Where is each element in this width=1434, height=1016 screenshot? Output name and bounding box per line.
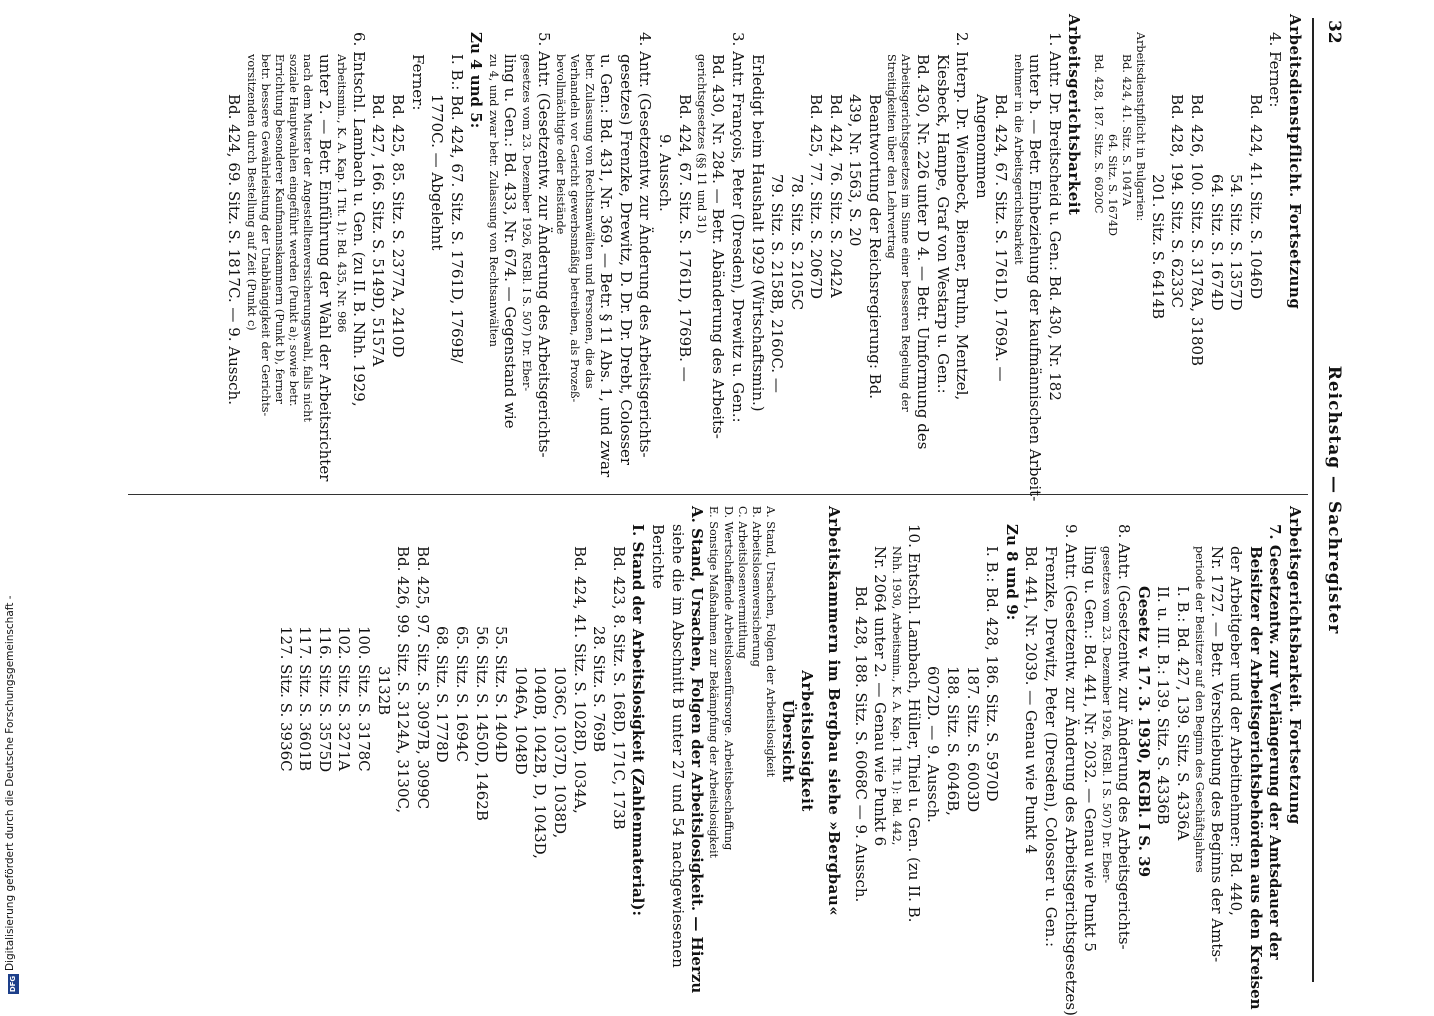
- index-entry-line: Bd. 426, 100. Sitz. S. 3178A, 3180B: [1188, 94, 1207, 367]
- index-entry-line: D. Wertschaffende Arbeitslosenfürsorge. Arbeitsbeschaffung: [721, 506, 735, 851]
- index-entry-line: Streitigkeiten über den Lehrvertrag: [885, 54, 899, 259]
- index-entry-line: 9. Aussch.: [655, 134, 674, 212]
- index-entry-line: 188. Sitz. S. 6046B,: [944, 666, 963, 816]
- index-entry-line: Errichtung besonderer Kaufmannskammern (Punkt b), ferner: [273, 54, 286, 404]
- footer: [4, 595, 24, 994]
- index-entry-line: Bd. 424, 41. Sitz. S. 1046D: [1246, 94, 1265, 299]
- index-entry-line: ling u. Gen.: Bd. 433, Nr. 674. — Gegenstand wie: [501, 54, 520, 429]
- section-heading: Arbeitsdienstpflicht. Fortsetzung: [1286, 14, 1304, 310]
- page-number: 32: [1324, 20, 1344, 44]
- rotated-page: [62, 0, 1352, 1016]
- index-entry-line: ling u. Gen.: Bd. 441, Nr. 2032. — Genau wie Punkt 5: [1081, 546, 1100, 952]
- index-entry-line: 28. Sitz. S. 769B: [590, 626, 609, 753]
- index-entry-line: periode der Beisitzer auf den Beginn des Geschäftsjahres: [1193, 546, 1207, 873]
- index-entry-line: bevollmächtigte oder Beistände: [554, 54, 568, 235]
- section-heading: Arbeitsgerichtsbarkeit. Fortsetzung: [1286, 506, 1304, 825]
- index-entry-line: Kiesbeck, Hampe, Graf von Westarp u. Gen.:: [933, 54, 952, 394]
- index-entry-line: Bd. 424, 76. Sitz. S. 2042A: [826, 94, 845, 298]
- index-entry-line: Zu 4 und 5:: [467, 32, 486, 129]
- index-entry-line: Zu 8 und 9:: [1002, 524, 1021, 621]
- index-entry-line: Frenzke, Drewitz, Peter (Dresden), Colosser u. Gen.:: [1042, 546, 1061, 948]
- index-entry-line: 127. Sitz. S. 3936C: [276, 626, 295, 772]
- index-entry-line: soziale Hauptwahlen eingeführt werden (Punkt a); sowie betr.: [287, 54, 301, 407]
- index-entry-line: [843, 506, 850, 976]
- index-entry-line: Nr. 2064 unter 2. — Genau wie Punkt 6: [871, 546, 890, 847]
- section-heading: Arbeitslosigkeit: [798, 670, 817, 812]
- index-entry-line: 4. Antr. (Gesetzentw. zur Änderung des Arbeitsgerichts-: [636, 32, 655, 458]
- index-entry-line: 100. Sitz. S. 3178C: [355, 626, 374, 772]
- index-entry-line: Arbeitsdienstpflicht in Bulgarien:: [1134, 32, 1148, 222]
- index-entry-line: siehe die im Abschnitt B unter 27 und 54 nachgewiesenen: [668, 524, 687, 968]
- index-entry-line: Bd. 425, 97. Sitz. S. 3097B, 3099C: [413, 546, 432, 810]
- section-heading: Arbeitsgerichtsbarkeit: [1065, 14, 1084, 216]
- index-entry-line: A. Stand, Ursachen, Folgen der Arbeitslosigkeit: [764, 506, 778, 778]
- index-entry-line: 4. Ferner:: [1266, 32, 1285, 108]
- index-entry-line: Erledigt beim Haushalt 1929 (Wirtschaftsmin.): [748, 54, 767, 412]
- index-entry-line: Arbeitsgerichtsgesetzes im Sinne einer besseren Regelung der: [899, 54, 913, 412]
- index-entry-line: Beantwortung der Reichsregierung: Bd.: [866, 94, 885, 400]
- index-entry-line: nach dem Muster der Angestelltenversicherungswahl, falls nicht: [301, 54, 315, 422]
- footer-text: Digitalisierung gefördert durch die Deutsche Forschungsgemeinschaft -: [4, 595, 16, 971]
- index-entry-line: betr. bessere Gewährleistung der Unabhängigkeit der Gerichts-: [258, 54, 272, 417]
- index-entry-line: vorsitzenden durch Bestellung auf Zeit (Punkt c): [244, 54, 258, 331]
- index-entry-line: unter b. — Betr. Einbeziehung der kaufmännischen Arbeit-: [1026, 54, 1045, 502]
- index-entry-line: I. B.: Bd. 427, 139. Sitz. S. 4336A: [1173, 586, 1192, 841]
- index-entry-line: 68. Sitz. S. 1778D: [433, 626, 452, 763]
- index-entry-line: Berichte: [648, 524, 667, 589]
- index-entry-line: 1. Antr. Dr. Breitscheid u. Gen.: Bd. 430, Nr. 182: [1045, 32, 1064, 401]
- index-entry-line: Bd. 424, 41. Sitz. S. 1047A: [1120, 54, 1134, 206]
- index-entry-line: gesetzes vom 23. Dezember 1926, RGBl. I S. 507) Dr. Eber-: [520, 54, 534, 392]
- index-entry-line: Nhh. 1930, Arbeitsmin., K. A. Kap. 1 Tit. 1): Bd. 442,: [890, 546, 904, 846]
- index-entry-line: 1040B, 1042B, D, 1043D,: [531, 666, 550, 859]
- index-entry-line: 10. Entschl. Lambach, Hüller, Thiel u. Gen. (zu II. B.: [904, 524, 923, 923]
- index-entry-line: Bd. 424, 41. Sitz. S. 1028D, 1034A,: [570, 546, 589, 814]
- index-entry-line: Übersicht: [778, 699, 797, 783]
- index-entry-line: 5. Antr. (Gesetzentw. zur Änderung des Arbeitsgerichts-: [534, 32, 553, 458]
- index-entry-line: Bd. 424, 69. Sitz. S. 1817C. — 9. Aussch.: [225, 94, 244, 405]
- header-rule: [1312, 18, 1314, 982]
- index-entry-line: 102. Sitz. S. 3271A: [335, 626, 354, 771]
- index-entry-line: Bd. 441, Nr. 2039. — Genau wie Punkt 4: [1022, 546, 1041, 855]
- column-divider: [128, 494, 1308, 495]
- right-column: [275, 506, 1304, 1016]
- index-entry-line: I. B.: Bd. 428, 186. Sitz. S. 5970D: [983, 546, 1002, 802]
- index-entry-line: 3. Antr. François, Peter (Dresden), Drewitz u. Gen.:: [728, 32, 747, 423]
- index-entry-line: Bd. 428, 187. Sitz. S. 6020C: [1091, 54, 1105, 214]
- index-entry-line: 79. Sitz. S. 2158B, 2160C. —: [768, 174, 787, 393]
- left-column: [224, 14, 1304, 502]
- index-entry-line: 7. Gesetzentw. zur Verlängerung der Amtsdauer der: [1266, 524, 1285, 960]
- index-entry-line: C. Arbeitslosenvermittlung: [735, 506, 749, 659]
- index-entry-line: Bd. 430, Nr. 284. — Betr. Abänderung des Arbeits-: [709, 54, 728, 439]
- index-entry-line: Bd. 425, 77. Sitz. S. 2067D: [807, 94, 826, 299]
- index-entry-line: Bd. 428, 188. Sitz. S. 6068C — 9. Aussch.: [851, 586, 870, 903]
- index-entry-line: 64. Sitz. S. 1674D: [1207, 174, 1226, 311]
- index-entry-line: 439, Nr. 1563, S. 20: [846, 94, 865, 247]
- index-entry-line: [816, 506, 823, 976]
- running-head: Reichstag — Sachregister: [1324, 365, 1344, 635]
- index-entry-line: II. u. III. B.: 139. Sitz. S. 4336B: [1154, 586, 1173, 825]
- index-entry-line: 1770C. — Abgelehnt: [428, 94, 447, 251]
- index-entry-line: 2. Interp. Dr. Wienbeck, Biener, Bruhn, Mentzel,: [953, 32, 972, 401]
- index-entry-line: Bd. 424, 67. Sitz. S. 1761D, 1769B. —: [675, 94, 694, 382]
- index-entry-line: 65. Sitz. S. 1694C: [453, 626, 471, 763]
- index-entry-line: gerichtsgesetzes (§§ 11 und 31): [694, 54, 708, 234]
- index-entry-line: 1046A, 1048D: [511, 666, 530, 775]
- index-entry-line: Gesetz v. 17. 3. 1930, RGBl. I S. 39: [1134, 586, 1153, 878]
- index-entry-line: Bd. 424, 67. Sitz. S. 1761D, 1769A. —: [992, 94, 1011, 382]
- index-entry-line: Bd. 430, Nr. 226 unter D 4. — Betr. Umformung des: [914, 54, 933, 450]
- index-entry-line: Nr. 1727. — Betr. Verschiebung des Beginns der Amts-: [1207, 546, 1226, 963]
- index-entry-line: gesetzes vom 23. Dezember 1926, RGBl. I S. 507) Dr. Eber-: [1100, 546, 1114, 884]
- index-entry-line: 78. Sitz. S. 2105C: [787, 174, 806, 311]
- index-entry-line: 64. Sitz. S. 1674D: [1105, 134, 1119, 236]
- index-entry-line: 6. Entschl. Lambach u. Gen. (zu II. B. Nhh. 1929,: [349, 32, 368, 407]
- index-entry-line: 6072D. — 9. Aussch.: [924, 666, 943, 823]
- page-header: [1316, 20, 1346, 980]
- index-entry-line: Arbeitsmin., K. A. Kap. 1 Tit. 1): Bd. 435, Nr. 986: [335, 54, 349, 333]
- index-entry-line: nehmer in die Arbeitsgerichtsbarkeit: [1011, 54, 1025, 265]
- index-entry-line: zu 4, und zwar betr. Zulassung von Rechtsanwälten: [486, 54, 500, 347]
- index-entry-line: Ferner:: [408, 54, 427, 111]
- index-entry-line: Bd. 423, 8. Sitz. S. 168D, 171C, 173B: [609, 546, 628, 830]
- index-entry-line: gesetzes) Frenzke, Drewitz, D. Dr. Dr. Drebt, Colosser: [616, 54, 635, 466]
- index-entry-line: B. Arbeitslosenversicherung: [749, 506, 763, 667]
- index-entry-line: Verhandeln vor Gericht gewerbsmäßig betreiben, als Prozeß-: [568, 54, 582, 403]
- index-entry-line: u. Gen.: Bd. 431, Nr. 369. — Betr. § 11 Abs. 1, und zwar: [597, 54, 616, 478]
- index-entry-line: 201. Sitz. S. 6414B: [1148, 174, 1167, 320]
- index-entry-line: Angenommen: [972, 94, 991, 199]
- section-heading: Arbeitskammern im Bergbau siehe »Bergbau«: [824, 506, 843, 917]
- index-entry-line: 3132B: [374, 666, 393, 716]
- index-entry-line: Bd. 427, 166. Sitz. S. 5149D, 5157A: [369, 94, 388, 367]
- index-entry-line: E. Sonstige Maßnahmen zur Bekämpfung der Arbeitslosigkeit: [707, 506, 721, 859]
- index-entry-line: 55. Sitz. S. 1404D: [492, 626, 511, 763]
- index-entry-line: I. B.: Bd. 424, 67. Sitz. S. 1761D, 1769B/: [447, 54, 466, 364]
- index-entry-line: Bd. 425, 85. Sitz. S. 2377A, 2410D: [388, 94, 407, 358]
- index-entry-line: Bd. 426, 99. Sitz. S. 3124A, 3130C,: [394, 546, 413, 814]
- index-entry-line: 56. Sitz. S. 1450D, 1462B: [472, 626, 491, 821]
- index-entry-line: Beisitzer der Arbeitsgerichtsbehörden aus den Kreisen: [1246, 546, 1265, 1010]
- index-entry-line: A. Stand, Ursachen, Folgen der Arbeitslosigkeit. — Hierzu: [688, 506, 707, 994]
- index-entry-line: 8. Antr. (Gesetzentw. zur Änderung des Arbeitsgerichts-: [1115, 524, 1134, 950]
- footer-text-row: [4, 595, 19, 994]
- index-entry-line: der Arbeitgeber und der Arbeitnehmer: Bd. 440,: [1227, 546, 1246, 916]
- index-entry-line: betr. Zulassung von Rechtsanwälten und Personen, die das: [582, 54, 596, 389]
- index-entry-line: 187. Sitz. S. 6003D: [963, 666, 982, 813]
- dfg-logo-icon: DFG: [9, 975, 17, 993]
- index-entry-line: 1036C, 1037D, 1038D,: [550, 666, 569, 839]
- index-entry-line: [1083, 14, 1090, 484]
- index-entry-line: Bd. 428, 194. Sitz. S. 6233C: [1168, 94, 1187, 308]
- index-entry-line: 54. Sitz. S. 1357D: [1227, 174, 1246, 311]
- index-entry-line: 116. Sitz. S. 3575D: [315, 626, 334, 773]
- index-entry-line: 117. Sitz. S. 3601B: [296, 626, 315, 772]
- index-entry-line: I. Stand der Arbeitslosigkeit (Zahlenmaterial):: [629, 524, 648, 917]
- index-entry-line: 9. Antr. (Gesetzentw. zur Änderung des Arbeitsgerichtsgesetzes): [1061, 524, 1080, 1016]
- index-entry-line: unter 2. — Betr. Einführung der Wahl der Arbeitsrichter: [316, 54, 334, 482]
